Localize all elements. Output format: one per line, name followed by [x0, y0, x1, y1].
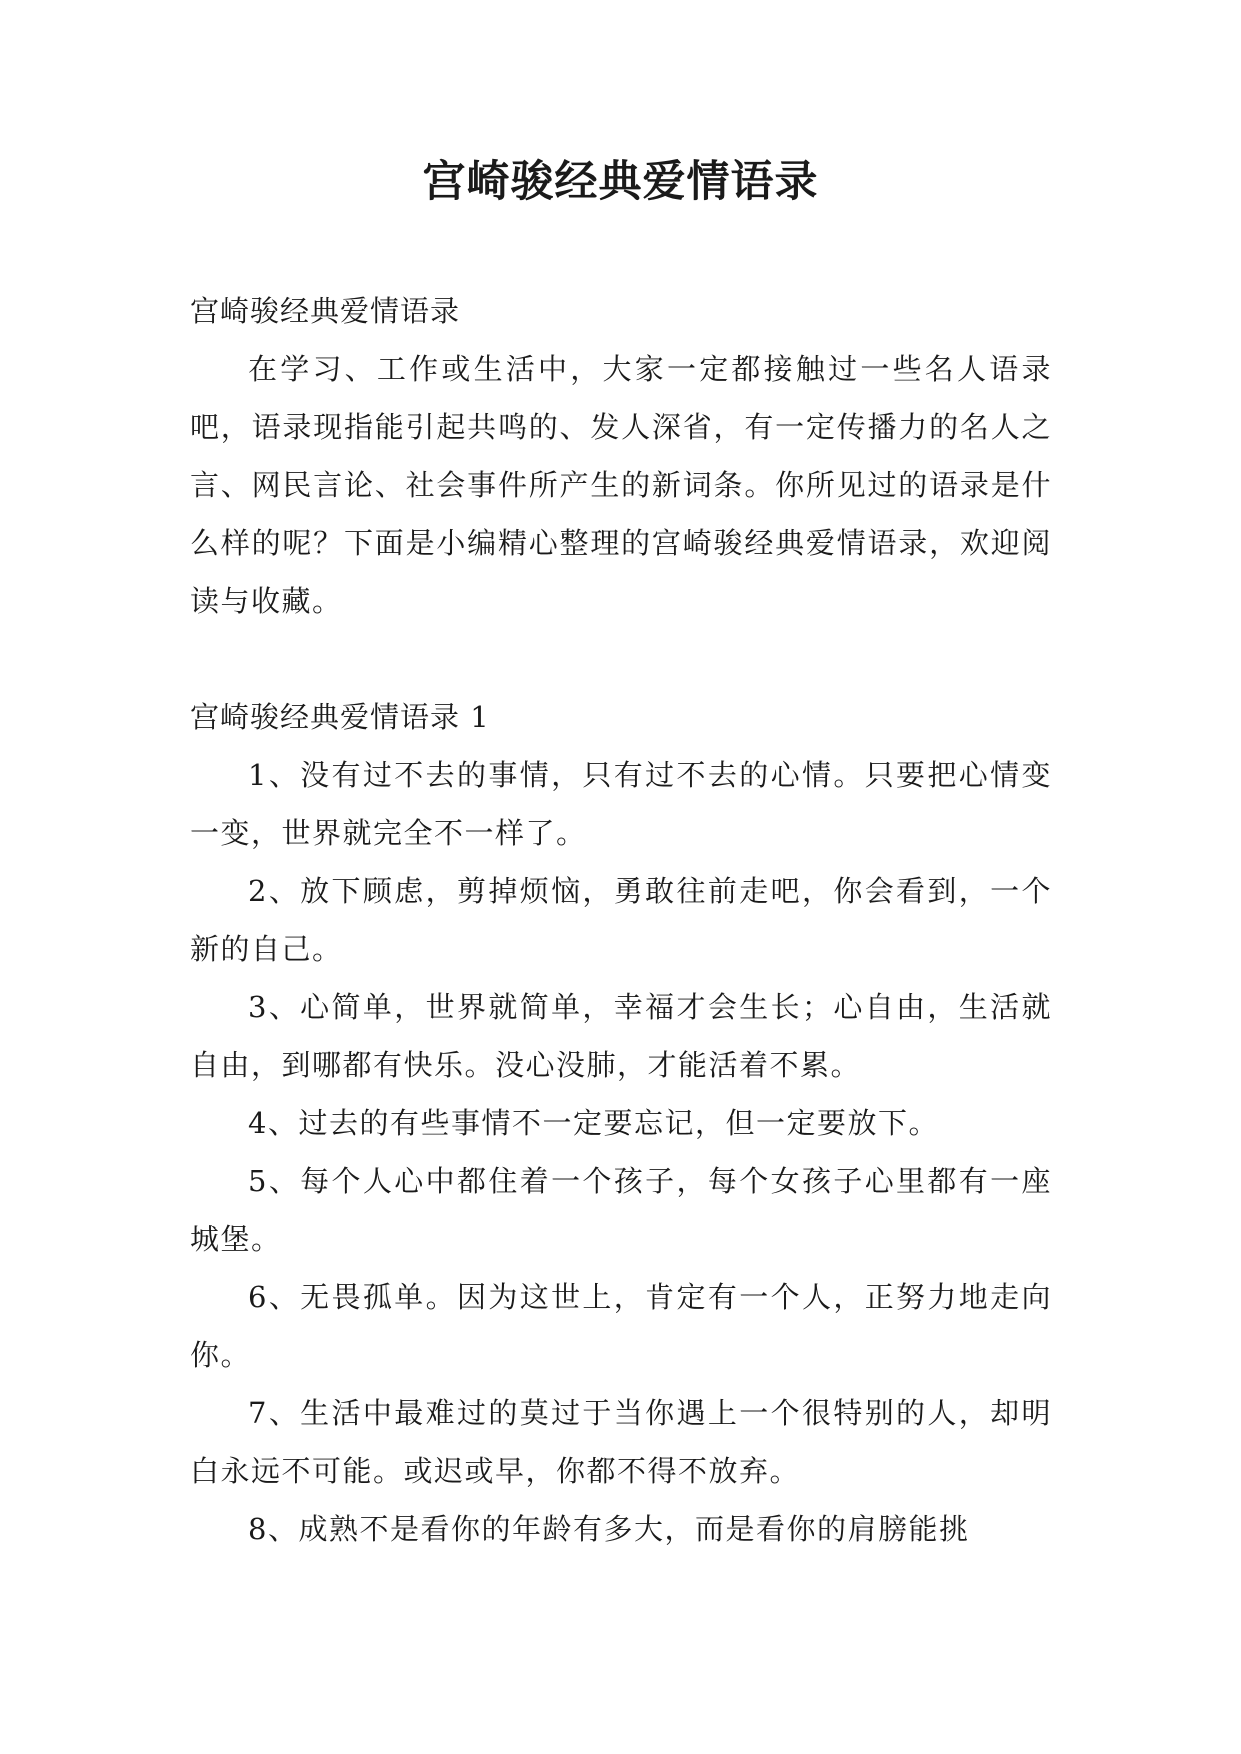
quote-item: 8、成熟不是看你的年龄有多大，而是看你的肩膀能挑	[248, 1512, 970, 1546]
quote-item: 7、生活中最难过的莫过于当你遇上一个很特别的人，却明白永远不可能。或迟或早，你都不得不放弃。	[190, 1396, 1052, 1488]
quote-item: 1、没有过不去的事情，只有过不去的心情。只要把心情变一变，世界就完全不一样了。	[190, 758, 1052, 850]
quotes-section	[190, 688, 1052, 1558]
quote-item: 3、心简单，世界就简单，幸福才会生长；心自由，生活就自由，到哪都有快乐。没心没肺，才能活着不累。	[190, 990, 1052, 1082]
quote-item: 6、无畏孤单。因为这世上，肯定有一个人，正努力地走向你。	[190, 1280, 1052, 1372]
section-heading: 宫崎骏经典爱情语录 1	[190, 700, 490, 734]
quote-item: 4、过去的有些事情不一定要忘记，但一定要放下。	[248, 1106, 939, 1140]
intro-paragraph: 在学习、工作或生活中，大家一定都接触过一些名人语录吧，语录现指能引起共鸣的、发人深省，有一定传播力的名人之言、网民言论、社会事件所产生的新词条。你所见过的语录是什么样的呢？下面是小编精心整理的宫崎骏经典爱情语录，欢迎阅读与收藏。	[190, 352, 1052, 618]
quote-item: 2、放下顾虑，剪掉烦恼，勇敢往前走吧，你会看到，一个新的自己。	[190, 874, 1052, 966]
quote-item: 5、每个人心中都住着一个孩子，每个女孩子心里都有一座城堡。	[190, 1164, 1052, 1256]
document-title: 宫崎骏经典爱情语录	[422, 157, 819, 207]
paragraph-spacer	[190, 630, 1052, 688]
document-body	[190, 282, 1052, 1558]
intro-heading: 宫崎骏经典爱情语录	[190, 294, 461, 328]
